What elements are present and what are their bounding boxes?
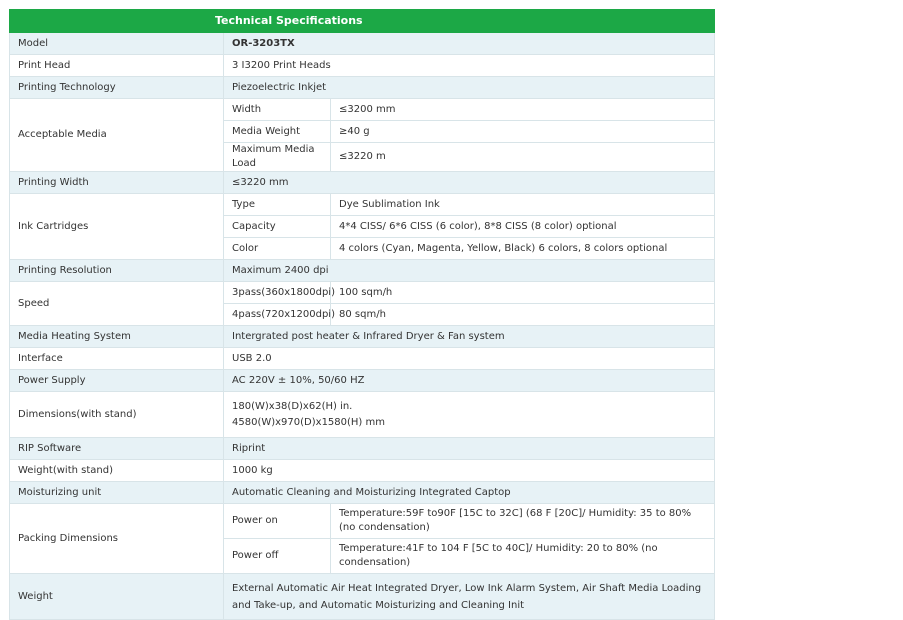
table-row xyxy=(10,99,715,121)
row-label-model: Model xyxy=(10,33,224,55)
sub-value-max-media-load: ≤3220 m xyxy=(331,143,715,172)
sub-name-4pass: 4pass(720x1200dpi) xyxy=(224,304,331,326)
table-row xyxy=(10,260,715,282)
table-row xyxy=(10,392,715,438)
row-label-printing-technology: Printing Technology xyxy=(10,77,224,99)
row-label-media-heating: Media Heating System xyxy=(10,326,224,348)
table-row xyxy=(10,77,715,99)
row-label-interface: Interface xyxy=(10,348,224,370)
sub-name-3pass: 3pass(360x1800dpi) xyxy=(224,282,331,304)
table-title: Technical Specifications xyxy=(10,10,715,33)
row-label-moisturizing-unit: Moisturizing unit xyxy=(10,482,224,504)
sub-name-width: Width xyxy=(224,99,331,121)
row-label-print-head: Print Head xyxy=(10,55,224,77)
dimensions-inches: 180(W)x38(D)x62(H) in. xyxy=(232,400,353,412)
table-row xyxy=(10,33,715,55)
row-value-weight: External Automatic Air Heat Integrated Dryer, Low Ink Alarm System, Air Shaft Media Loading and Take-up, and Automatic Moisturizing and Cleaning Init xyxy=(224,574,715,620)
sub-value-color: 4 colors (Cyan, Magenta, Yellow, Black) 6 colors, 8 colors optional xyxy=(331,238,715,260)
sub-value-type: Dye Sublimation Ink xyxy=(331,194,715,216)
sub-name-max-media-load: Maximum Media Load xyxy=(224,143,331,172)
sub-name-power-on: Power on xyxy=(224,504,331,539)
sub-name-media-weight: Media Weight xyxy=(224,121,331,143)
table-row xyxy=(10,482,715,504)
sub-name-color: Color xyxy=(224,238,331,260)
row-label-ink-cartridges: Ink Cartridges xyxy=(10,194,224,260)
table-row xyxy=(10,172,715,194)
sub-value-capacity: 4*4 CISS/ 6*6 CISS (6 color), 8*8 CISS (8 color) optional xyxy=(331,216,715,238)
sub-name-power-off: Power off xyxy=(224,539,331,574)
row-label-weight: Weight xyxy=(10,574,224,620)
row-label-weight-with-stand: Weight(with stand) xyxy=(10,460,224,482)
sub-value-4pass: 80 sqm/h xyxy=(331,304,715,326)
sub-name-capacity: Capacity xyxy=(224,216,331,238)
table-row xyxy=(10,55,715,77)
row-label-rip-software: RIP Software xyxy=(10,438,224,460)
table-row xyxy=(10,574,715,620)
table-row xyxy=(10,348,715,370)
sub-value-width: ≤3200 mm xyxy=(331,99,715,121)
row-value-power-supply: AC 220V ± 10%, 50/60 HZ xyxy=(224,370,715,392)
row-label-dimensions: Dimensions(with stand) xyxy=(10,392,224,438)
row-value-printing-technology: Piezoelectric Inkjet xyxy=(224,77,715,99)
table-row xyxy=(10,438,715,460)
table-row xyxy=(10,326,715,348)
row-value-media-heating: Intergrated post heater & Infrared Dryer & Fan system xyxy=(224,326,715,348)
sub-value-3pass: 100 sqm/h xyxy=(331,282,715,304)
row-label-power-supply: Power Supply xyxy=(10,370,224,392)
row-value-moisturizing-unit: Automatic Cleaning and Moisturizing Integrated Captop xyxy=(224,482,715,504)
row-label-printing-resolution: Printing Resolution xyxy=(10,260,224,282)
row-label-speed: Speed xyxy=(10,282,224,326)
dimensions-mm: 4580(W)x970(D)x1580(H) mm xyxy=(232,416,385,428)
table-row xyxy=(10,370,715,392)
sub-value-media-weight: ≥40 g xyxy=(331,121,715,143)
row-label-packing-dimensions: Packing Dimensions xyxy=(10,504,224,574)
sub-name-type: Type xyxy=(224,194,331,216)
table-row xyxy=(10,504,715,539)
row-value-print-head: 3 I3200 Print Heads xyxy=(224,55,715,77)
sub-value-power-off: Temperature:41F to 104 F [5C to 40C]/ Humidity: 20 to 80% (no condensation) xyxy=(331,539,715,574)
table-row xyxy=(10,194,715,216)
row-label-printing-width: Printing Width xyxy=(10,172,224,194)
row-value-model: OR-3203TX xyxy=(224,33,715,55)
row-value-interface: USB 2.0 xyxy=(224,348,715,370)
row-value-printing-width: ≤3220 mm xyxy=(224,172,715,194)
table-row xyxy=(10,460,715,482)
row-label-acceptable-media: Acceptable Media xyxy=(10,99,224,172)
row-value-weight-with-stand: 1000 kg xyxy=(224,460,715,482)
sub-value-power-on: Temperature:59F to90F [15C to 32C] (68 F [20C]/ Humidity: 35 to 80% (no condensation) xyxy=(331,504,715,539)
row-value-printing-resolution: Maximum 2400 dpi xyxy=(224,260,715,282)
spec-table xyxy=(9,9,715,620)
row-value-dimensions xyxy=(224,392,715,438)
row-value-rip-software: Riprint xyxy=(224,438,715,460)
table-row xyxy=(10,282,715,304)
